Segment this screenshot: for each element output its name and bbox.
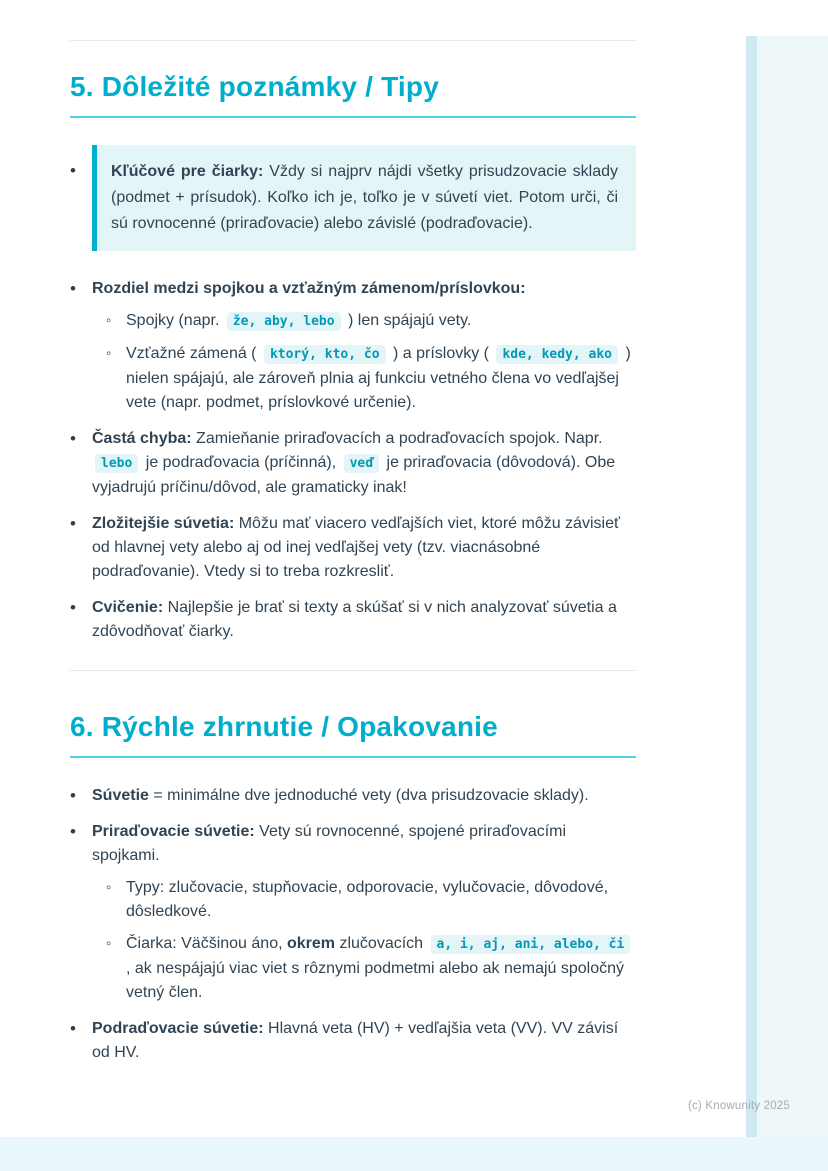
text-segment: Častá chyba: (92, 430, 192, 447)
sub-list-item (106, 342, 636, 415)
sub-list-item (106, 309, 636, 334)
text-segment: zlučovacích (335, 935, 428, 952)
text-segment: Cvičenie: (92, 599, 164, 616)
page-bottom-margin (0, 1137, 828, 1171)
sub-list-item (106, 876, 636, 924)
text-segment: Typy: zlučovacie, stupňovacie, odporovacie, vylučovacie, dôvodové, dôsledkové. (126, 879, 609, 920)
callout-box (92, 145, 636, 251)
inline-code: že, aby, lebo (227, 312, 341, 331)
text-segment: Môžu mať viacero vedľajších viet, ktoré môžu závisieť od hlavnej vety alebo aj od inej vedľajšej vety (tzv. viacnásobné podraďovanie). Vtedy si to treba rozkresliť. (92, 515, 620, 580)
section-divider (70, 670, 636, 671)
text-segment: , ak nespájajú viac viet s rôznymi podmetmi alebo ak nemajú spoločný vetný člen. (126, 960, 625, 1001)
section5-title: 5. Dôležité poznámky / Tipy (70, 71, 439, 102)
list-item-text (92, 596, 636, 644)
section5-title-underline (70, 116, 636, 118)
text-segment: ) len spájajú vety. (343, 312, 472, 329)
inline-code: veď (344, 454, 379, 473)
list-item (70, 784, 636, 808)
text-segment: Spojky (napr. (126, 312, 224, 329)
list-item-text (92, 820, 636, 868)
sub-bullet-icon: ◦ (106, 879, 112, 896)
list-item-body (92, 1017, 636, 1065)
list-item-text (92, 1017, 636, 1065)
text-segment: Zložitejšie súvetia: (92, 515, 235, 532)
bullet-icon: • (70, 822, 76, 841)
bullet-icon: • (70, 279, 76, 298)
bullet-icon: • (70, 429, 76, 448)
list-item (70, 1017, 636, 1065)
inline-code: a, i, aj, ani, alebo, či (431, 935, 631, 954)
page-content (70, 0, 636, 1065)
bullet-icon: • (70, 161, 76, 180)
text-segment: Vety sú rovnocenné, spojené priraďovacími spojkami. (92, 823, 567, 864)
text-segment: Vzťažné zámená ( (126, 345, 261, 362)
section5-list (70, 277, 636, 644)
text-segment: Zamieňanie priraďovacích a podraďovacích spojok. Napr. (191, 430, 603, 447)
sub-list-item-text (126, 876, 636, 924)
bullet-icon: • (70, 598, 76, 617)
list-item (70, 820, 636, 1005)
list-item-text (92, 277, 636, 301)
text-segment: Najlepšie je brať si texty a skúšať si v nich analyzovať súvetia a zdôvodňovať čiarky. (92, 599, 617, 640)
page-edge-stripe (746, 36, 757, 1137)
text-segment: Podraďovacie súvetie: (92, 1020, 264, 1037)
list-item-body (92, 820, 636, 1005)
list-item-text (92, 427, 636, 500)
list-item-body (92, 427, 636, 500)
callout-text (111, 159, 618, 237)
text-segment: ) nielen spájajú, ale zároveň plnia aj funkciu vetného člena vo vedľajšej vete (napr. podmet, príslovkové určenie). (126, 345, 631, 411)
list-item-body (92, 277, 636, 415)
bullet-icon: • (70, 1019, 76, 1038)
text-segment: je podraďovacia (príčinná), (141, 454, 341, 471)
list-item (70, 596, 636, 644)
inline-code: lebo (95, 454, 138, 473)
list-item-text (92, 512, 636, 584)
inline-code: kde, kedy, ako (496, 345, 618, 364)
text-segment: okrem (286, 935, 336, 952)
sub-list-item-text (126, 309, 636, 334)
section6-list (70, 784, 636, 1065)
list-item-text (92, 784, 636, 808)
footer-copyright: (c) Knowunity 2025 (687, 1100, 790, 1112)
text-segment: Vždy si najprv nájdi všetky prisudzovacie sklady (podmet + prísudok). Koľko ich je, toľko je v súvetí viet. Potom urči, či sú rovnocenné (priraďovacie) alebo závislé (podraďovacie). (111, 163, 618, 232)
bullet-icon: • (70, 786, 76, 805)
text-segment: ) a príslovky ( (388, 345, 494, 362)
bullet-icon: • (70, 514, 76, 533)
text-segment: Kľúčové pre čiarky: (111, 163, 264, 180)
sub-list-item-text (126, 342, 636, 415)
text-segment: je priraďovacia (dôvodová). Obe vyjadrujú príčinu/dôvod, ale gramaticky inak! (92, 454, 616, 496)
text-segment: Hlavná veta (HV) + vedľajšia veta (VV). VV závisí od HV. (92, 1020, 619, 1061)
top-section-divider (70, 40, 636, 41)
page-right-margin (757, 36, 828, 1137)
list-item (70, 427, 636, 500)
text-segment: Čiarka: Väčšinou áno, (126, 935, 287, 952)
text-segment: Priraďovacie súvetie: (92, 823, 255, 840)
sub-list-item-text (126, 932, 636, 1005)
sub-bullet-icon: ◦ (106, 935, 112, 952)
list-item (70, 512, 636, 584)
list-item-body (92, 596, 636, 644)
text-segment: = minimálne dve jednoduché vety (dva prisudzovacie sklady). (148, 787, 589, 804)
list-item-body (92, 784, 636, 808)
sub-list-item (106, 932, 636, 1005)
list-item-body (92, 512, 636, 584)
list-item (70, 277, 636, 415)
section6-title-underline (70, 756, 636, 758)
text-segment: Rozdiel medzi spojkou a vzťažným zámenom/príslovkou: (92, 280, 526, 297)
section6-title: 6. Rýchle zhrnutie / Opakovanie (70, 711, 498, 742)
sub-bullet-icon: ◦ (106, 345, 112, 362)
text-segment: Súvetie (92, 787, 149, 804)
inline-code: ktorý, kto, čo (264, 345, 386, 364)
sub-bullet-icon: ◦ (106, 312, 112, 329)
callout-list-item (70, 145, 636, 251)
